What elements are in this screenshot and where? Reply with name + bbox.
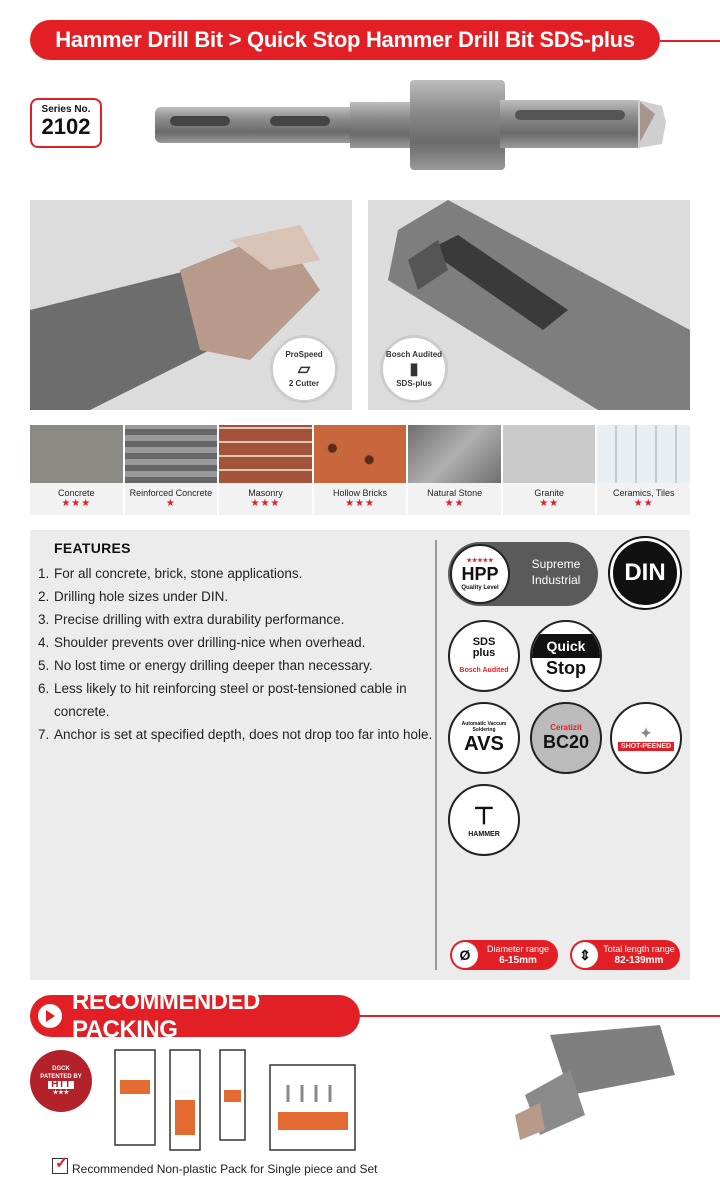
- series-number: 2102: [41, 114, 91, 139]
- diameter-icon: Ø: [452, 942, 478, 968]
- material-tile: [408, 425, 501, 515]
- avs-icon: Automatic Vaccum Soldering AVS: [448, 702, 520, 774]
- concrete-swatch: [30, 425, 123, 483]
- material-name: Reinforced Concrete: [129, 488, 213, 498]
- shank-closeup-photo: [368, 200, 690, 410]
- material-tile: [219, 425, 312, 515]
- reinforced-concrete-swatch: [125, 425, 218, 483]
- prospeed-label: ProSpeed: [285, 350, 323, 359]
- packing-title-bar: [30, 988, 360, 1043]
- bosch-audited-label: Bosch Audited: [385, 350, 443, 359]
- feature-item: 3. Precise drilling with extra durability performance.: [38, 612, 345, 627]
- shot-peened-icon: ✦ SHOT-PEENED: [610, 702, 682, 774]
- material-rating: ★: [165, 498, 176, 509]
- bc20-icon: Ceratizit BC20: [530, 702, 602, 774]
- hammer-icon: ⊤ HAMMER: [448, 784, 520, 856]
- cutter-icon: ▱: [297, 361, 311, 378]
- material-rating: ★★: [633, 498, 654, 509]
- material-rating: ★★: [539, 498, 560, 509]
- feature-item: 2. Drilling hole sizes under DIN.: [38, 589, 229, 604]
- material-tile: [503, 425, 596, 515]
- hpp-icon: ★★★★★ HPP Quality Level: [450, 544, 510, 604]
- material-name: Masonry: [248, 488, 283, 498]
- material-tile: [597, 425, 690, 515]
- natural-stone-swatch: [408, 425, 501, 483]
- length-icon: ⇕: [572, 942, 598, 968]
- length-range-badge: ⇕ Total length range 82-139mm: [570, 940, 680, 970]
- materials-strip: [30, 425, 690, 515]
- series-label: Series No.: [41, 104, 91, 115]
- sds-plus-icon: SDS plus Bosch Audited: [448, 620, 520, 692]
- feature-item: 7. Anchor is set at specified depth, does not drop too far into hole.: [38, 727, 433, 742]
- feature-item: 5. No lost time or energy drilling deeper than necessary.: [38, 658, 373, 673]
- shank-icon: ▮: [409, 361, 419, 378]
- prospeed-badge: [270, 335, 338, 403]
- ceramics-tiles-swatch: [597, 425, 690, 483]
- din-icon: DIN: [610, 538, 680, 608]
- series-badge: [30, 98, 102, 148]
- drill-tip-image: [510, 1015, 690, 1145]
- packing-title: RECOMMENDED PACKING: [72, 988, 260, 1043]
- panel-divider: [435, 540, 437, 970]
- feature-item: 6. Less likely to hit reinforcing steel or post-tensioned cable in concrete.: [38, 681, 407, 719]
- material-rating: ★★: [444, 498, 465, 509]
- material-rating: ★★★: [345, 498, 375, 509]
- cutter-label: 2 Cutter: [288, 379, 320, 388]
- drill-bit-product-image: [150, 72, 670, 172]
- hollow-bricks-swatch: [314, 425, 407, 483]
- packaging-illustration: [110, 1040, 360, 1155]
- hammer-glyph: ⊤: [473, 802, 495, 830]
- spark-icon: ✦: [640, 725, 652, 741]
- material-name: Concrete: [58, 488, 95, 498]
- material-rating: ★★★: [61, 498, 92, 509]
- material-tile: [314, 425, 407, 515]
- material-tile: [30, 425, 123, 515]
- page-title: Hammer Drill Bit > Quick Stop Hammer Drill Bit SDS-plus: [55, 27, 635, 52]
- arrow-icon: [38, 1004, 62, 1028]
- masonry-swatch: [219, 425, 312, 483]
- feature-item: 1. For all concrete, brick, stone applications.: [38, 566, 303, 581]
- supreme-industrial-label: Supreme Industrial: [531, 557, 581, 587]
- sds-plus-label: SDS-plus: [396, 379, 432, 388]
- material-name: Natural Stone: [427, 488, 483, 498]
- title-divider: [660, 40, 720, 42]
- bosch-audited-badge: [380, 335, 448, 403]
- granite-swatch: [503, 425, 596, 483]
- patent-seal-icon: DGCK PATENTED BY HTT ★★★: [30, 1050, 92, 1112]
- quick-stop-icon: Quick Stop: [530, 620, 602, 692]
- features-panel: [30, 530, 690, 980]
- material-name: Hollow Bricks: [333, 488, 388, 498]
- packing-note: Recommended Non-plastic Pack for Single piece and Set: [72, 1162, 378, 1176]
- material-name: Granite: [534, 488, 564, 498]
- feature-item: 4. Shoulder prevents over drilling-nice when overhead.: [38, 635, 366, 650]
- page-title-bar: [30, 20, 660, 60]
- features-list: [38, 562, 438, 746]
- diameter-range-badge: Ø Diameter range 6-15mm: [450, 940, 558, 970]
- hpp-supreme-badge: [448, 542, 598, 606]
- check-icon: ✓: [52, 1158, 68, 1174]
- material-rating: ★★★: [250, 498, 281, 509]
- cutter-closeup-photo: [30, 200, 352, 410]
- material-name: Ceramics, Tiles: [613, 488, 675, 498]
- features-title: FEATURES: [54, 540, 131, 556]
- material-tile: [125, 425, 218, 515]
